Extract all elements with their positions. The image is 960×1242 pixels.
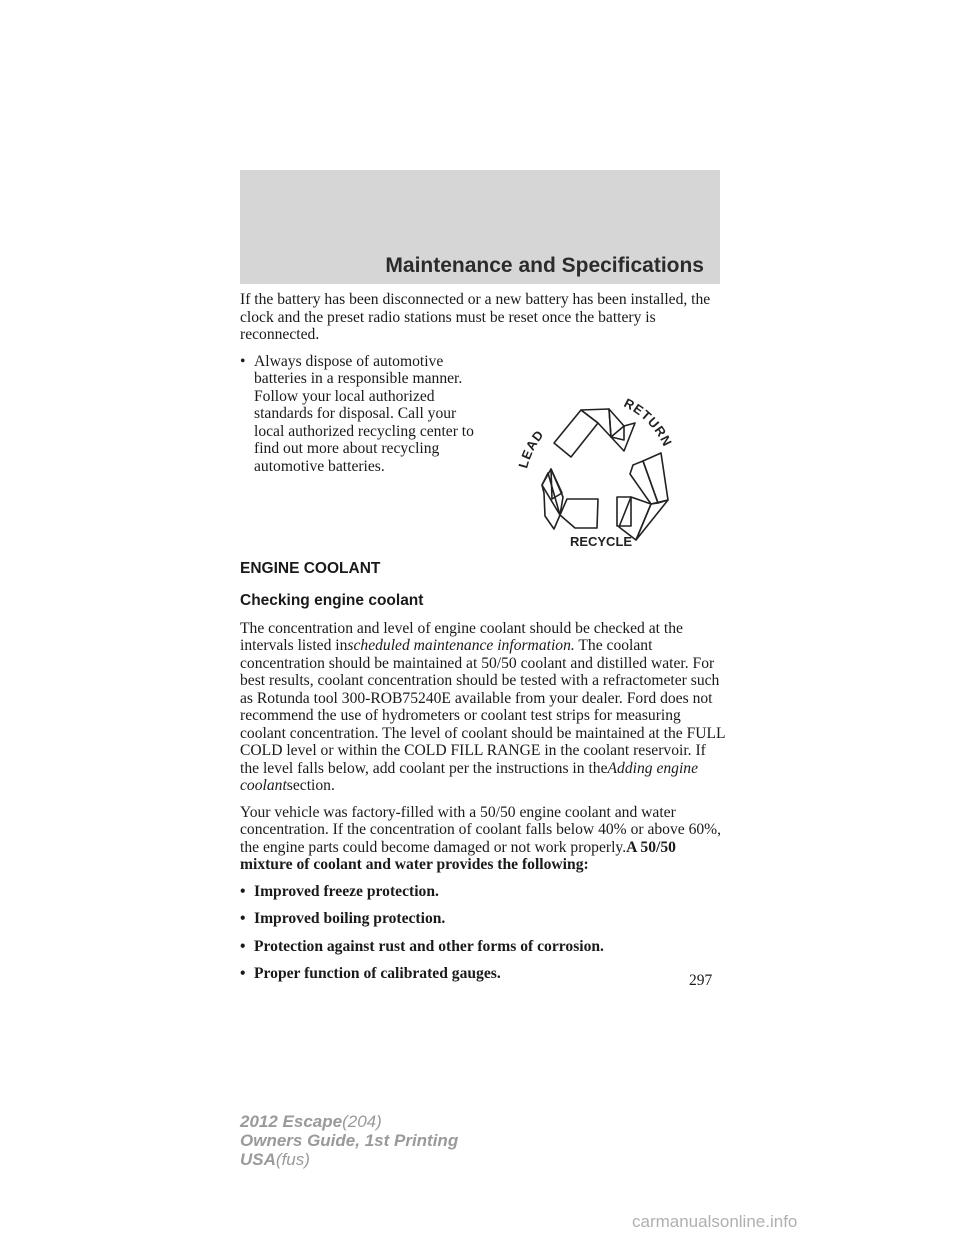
footer-line-edition: Owners Guide, 1st Printing bbox=[240, 1131, 459, 1150]
para1-text-a: The concentration and level of engine coolant should be checked at the intervals listed in bbox=[240, 619, 683, 654]
watermark-link[interactable]: carmanualsonline.info bbox=[632, 1212, 798, 1231]
battery-disposal-block bbox=[240, 353, 725, 560]
section-title: Maintenance and Specifications bbox=[385, 254, 704, 277]
footer-model-year: 2012 Escape bbox=[240, 1112, 343, 1131]
coolant-check-paragraph bbox=[240, 620, 725, 795]
footer-model-code: (204) bbox=[342, 1112, 382, 1131]
benefit-text: Improved boiling protection. bbox=[254, 910, 446, 927]
footer-line-market bbox=[240, 1150, 458, 1169]
benefit-bullet bbox=[240, 938, 725, 956]
section-heading-engine-coolant: ENGINE COOLANT bbox=[240, 559, 381, 577]
svg-text:RETURN bbox=[622, 395, 676, 449]
bullet-mark: • bbox=[240, 965, 246, 982]
benefit-text: Improved freeze protection. bbox=[254, 882, 439, 900]
bullet-mark: • bbox=[240, 882, 246, 900]
bullet-mark: • bbox=[240, 352, 246, 370]
footer-line-model bbox=[240, 1112, 458, 1131]
page-content bbox=[240, 291, 725, 993]
benefit-text: Protection against rust and other forms of corrosion. bbox=[254, 937, 604, 955]
para1-text-b: The coolant concentration should be maintained at 50/50 coolant and distilled water. For best results, coolant concentration should be tested with a refractometer such as Rotunda tool 300-ROB75240E available from your dealer. Ford does not recommend the use of hydrometers or coolant test strips for measuring coolant concentration. The level of coolant should be maintained at the FULL COLD level or within the COLD FILL RANGE in the coolant reservoir. If the level falls below, add coolant per the instructions in the bbox=[240, 637, 725, 777]
figure-label-lead: LEAD bbox=[515, 426, 547, 470]
bullet-mark: • bbox=[240, 910, 246, 927]
footer-market: USA bbox=[240, 1150, 276, 1169]
footer-market-code: (fus) bbox=[275, 1150, 310, 1169]
lead-return-recycle-icon bbox=[505, 381, 695, 551]
coolant-mixture-paragraph bbox=[240, 804, 725, 874]
benefit-bullet bbox=[240, 883, 725, 901]
subheading-checking-engine-coolant: Checking engine coolant bbox=[240, 592, 424, 609]
benefit-bullet bbox=[240, 910, 725, 928]
bullet-mark: • bbox=[240, 937, 246, 955]
benefit-text: Proper function of calibrated gauges. bbox=[254, 965, 501, 982]
page-number: 297 bbox=[689, 972, 713, 989]
figure-label-return: RETURN bbox=[621, 394, 676, 449]
print-footer bbox=[240, 1112, 458, 1169]
adding-coolant-reference: Adding engine coolant bbox=[240, 759, 699, 794]
para1-text-c: section. bbox=[286, 777, 335, 794]
svg-text:LEAD bbox=[515, 426, 547, 469]
battery-disposal-bullet bbox=[240, 353, 480, 476]
section-header-band bbox=[240, 170, 720, 284]
battery-intro-paragraph: If the battery has been disconnected or a new battery has been installed, the clock and the preset radio stations must be reset once the battery is reconnected. bbox=[240, 291, 711, 343]
figure-label-recycle: RECYCLE bbox=[569, 533, 633, 549]
para2-bold-text: A 50/50 mixture of coolant and water provides the following: bbox=[240, 838, 676, 873]
scheduled-maintenance-reference: scheduled maintenance information. bbox=[347, 637, 575, 654]
benefit-bullet bbox=[240, 965, 725, 983]
battery-disposal-text: Always dispose of automotive batteries in a responsible manner. Follow your local authorized standards for disposal. Call your local authorized recycling center to find out more about recycling automotive batteries. bbox=[254, 352, 474, 475]
para2-text-a: Your vehicle was factory-filled with a 50/50 engine coolant and water concentration. If the concentration of coolant falls below 40% or above 60%, the engine parts could become damaged or not work properly. bbox=[240, 803, 722, 856]
